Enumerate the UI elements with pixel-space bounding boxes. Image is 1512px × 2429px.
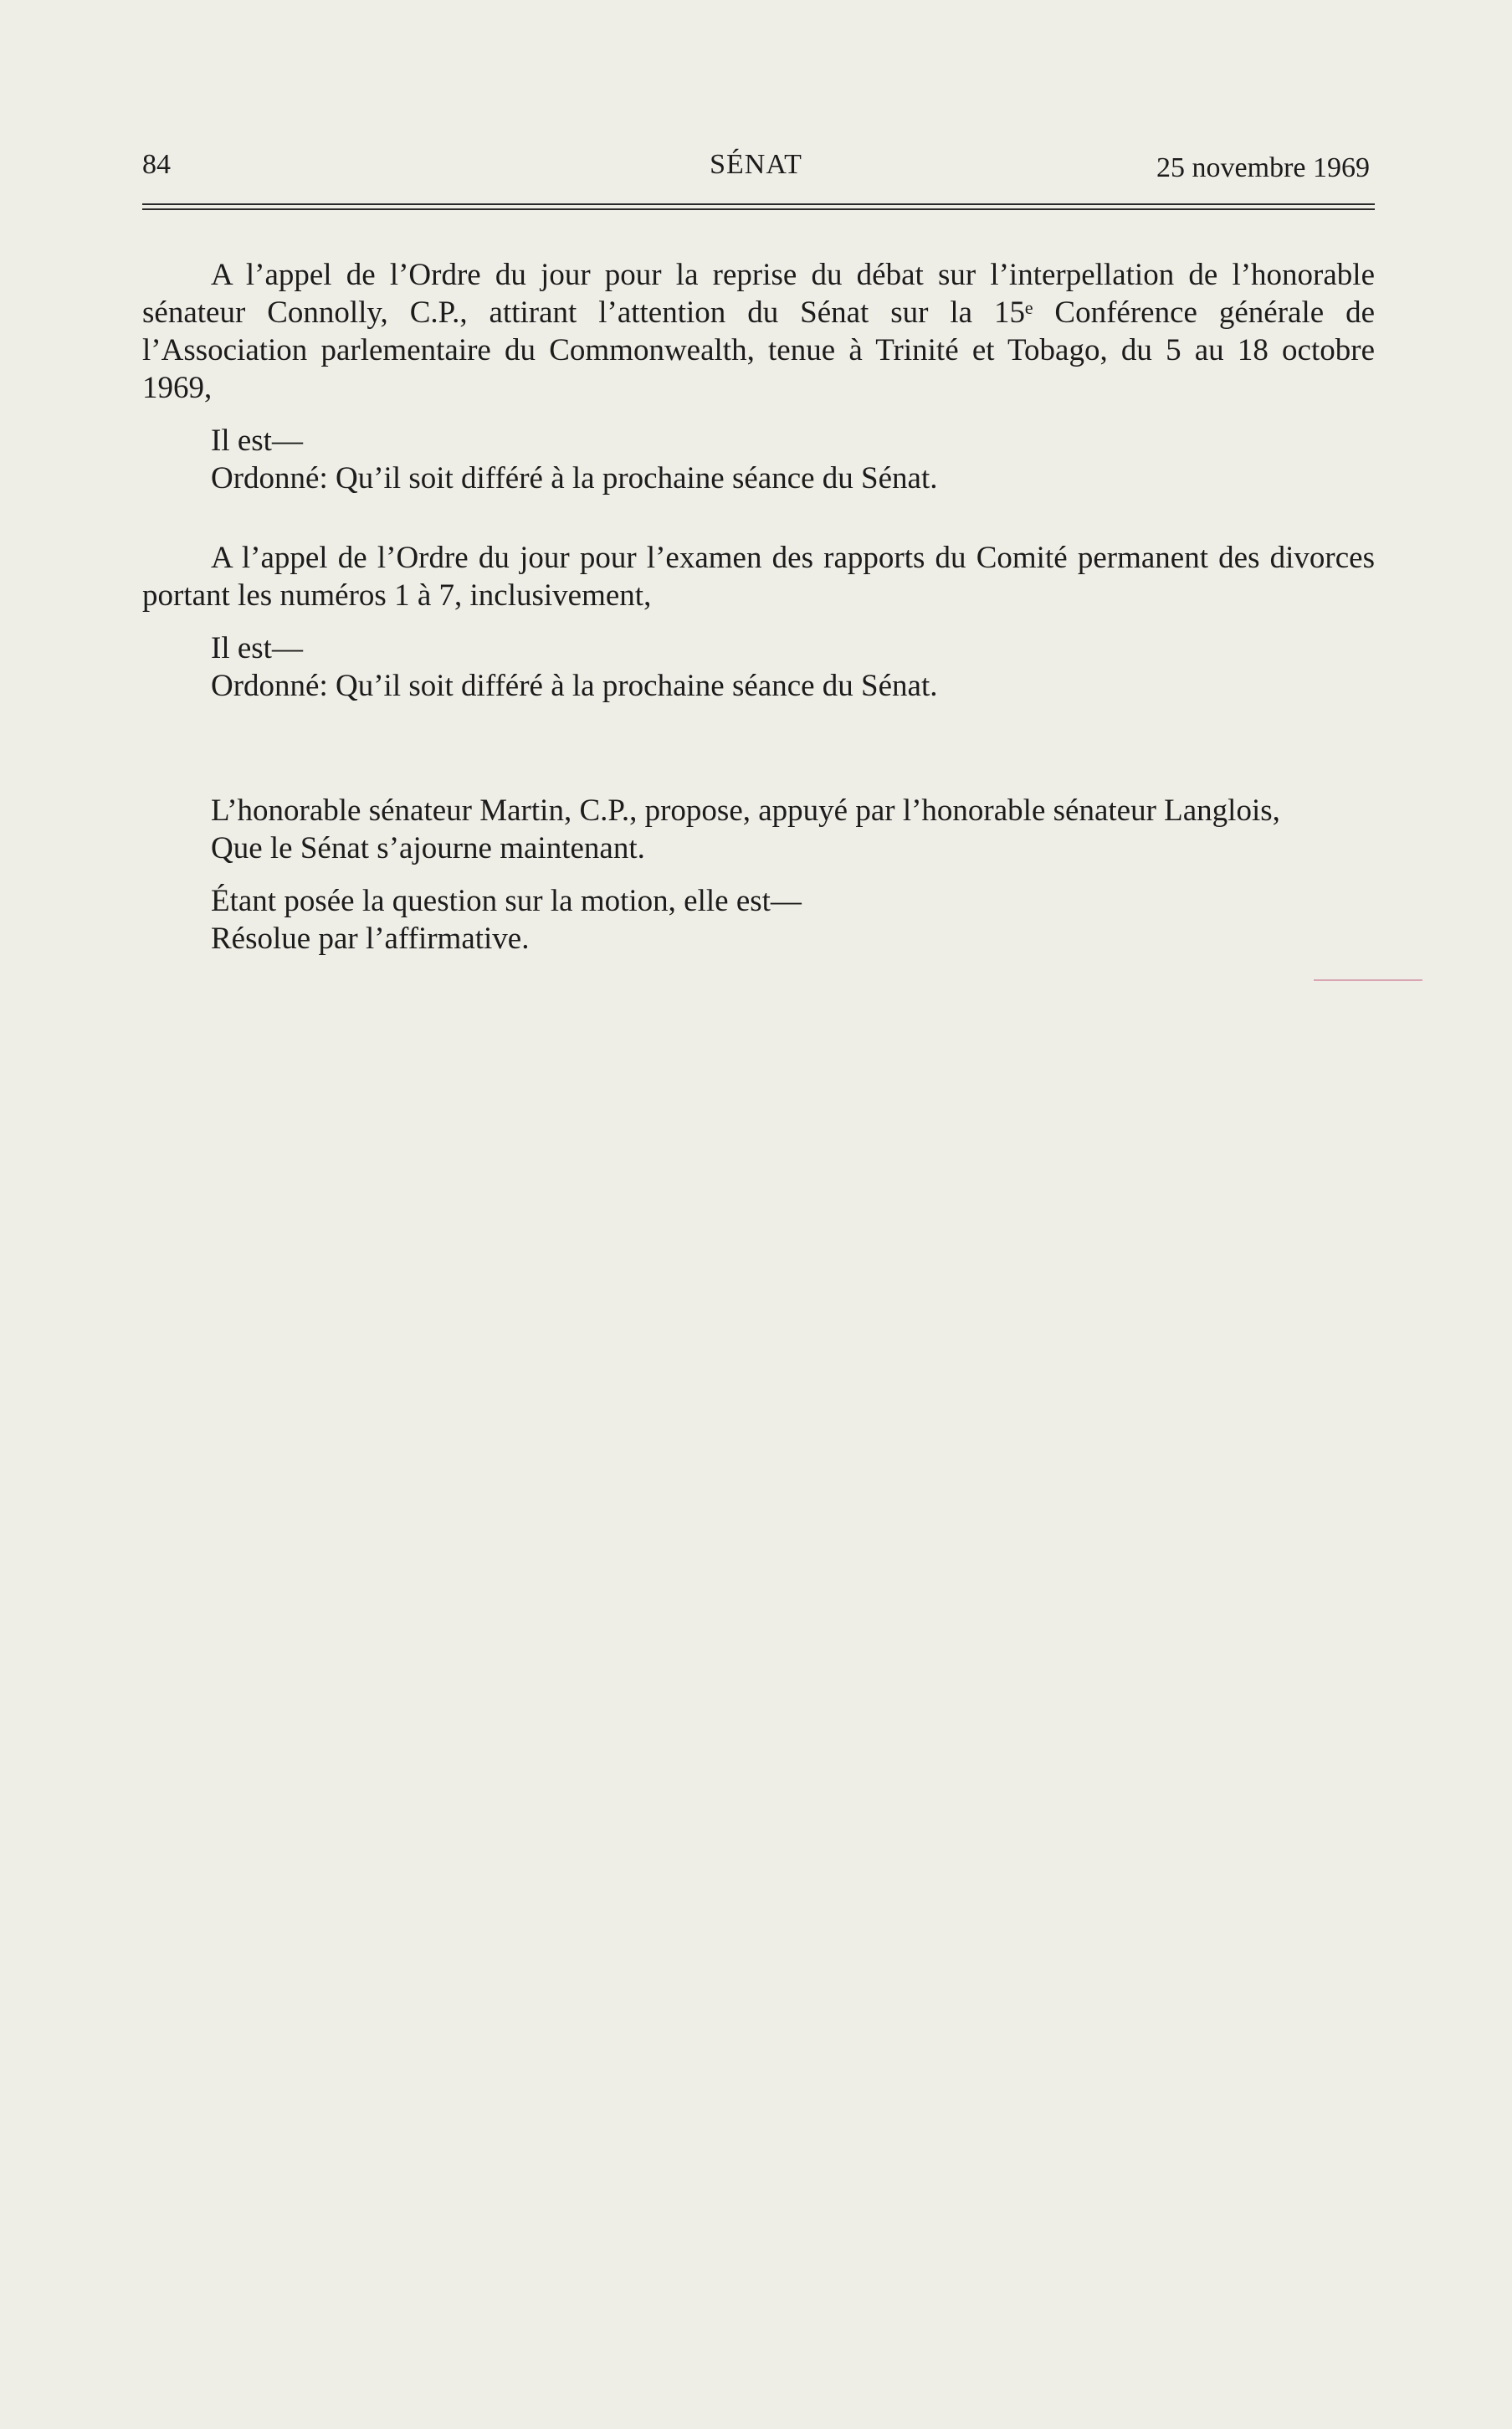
ordonne-line: Ordonné: Qu’il soit différé à la prochaine séance du Sénat. [211, 669, 938, 703]
page-number: 84 [142, 149, 171, 180]
margin-mark [1314, 979, 1422, 981]
question-line: Étant posée la question sur la motion, elle est— [211, 884, 802, 918]
page-body [142, 256, 1375, 958]
divorce-reports-paragraph: A l’appel de l’Ordre du jour pour l’examen des rapports du Comité permanent des divorces portant les numéros 1 à 7, inclusivement, [142, 541, 1375, 613]
page-title: SÉNAT [710, 149, 802, 180]
motion-text-line: Que le Sénat s’ajourne maintenant. [211, 831, 645, 865]
result-line: Résolue par l’affirmative. [211, 922, 530, 956]
spacer [142, 705, 1375, 792]
spacer [142, 867, 1375, 882]
interpellation-paragraph: A l’appel de l’Ordre du jour pour la reprise du débat sur l’interpellation de l’honorable sénateur Connolly, C.P., attirant l’attention du Sénat sur la 15ᵉ Conférence générale de l’Association parlementaire du Commonwealth, tenue à Trinité et Tobago, du 5 au 18 octobre 1969, [142, 258, 1375, 405]
il-est-line: Il est— [211, 631, 303, 665]
header-double-rule [142, 203, 1375, 210]
ordonne-line: Ordonné: Qu’il soit différé à la prochaine séance du Sénat. [211, 461, 938, 496]
motion-paragraph: L’honorable sénateur Martin, C.P., propose, appuyé par l’honorable sénateur Langlois, [211, 793, 1280, 828]
spacer [142, 407, 1375, 422]
spacer [142, 614, 1375, 629]
spacer [142, 497, 1375, 539]
il-est-line: Il est— [211, 424, 303, 458]
page-date: 25 novembre 1969 [1156, 152, 1370, 183]
